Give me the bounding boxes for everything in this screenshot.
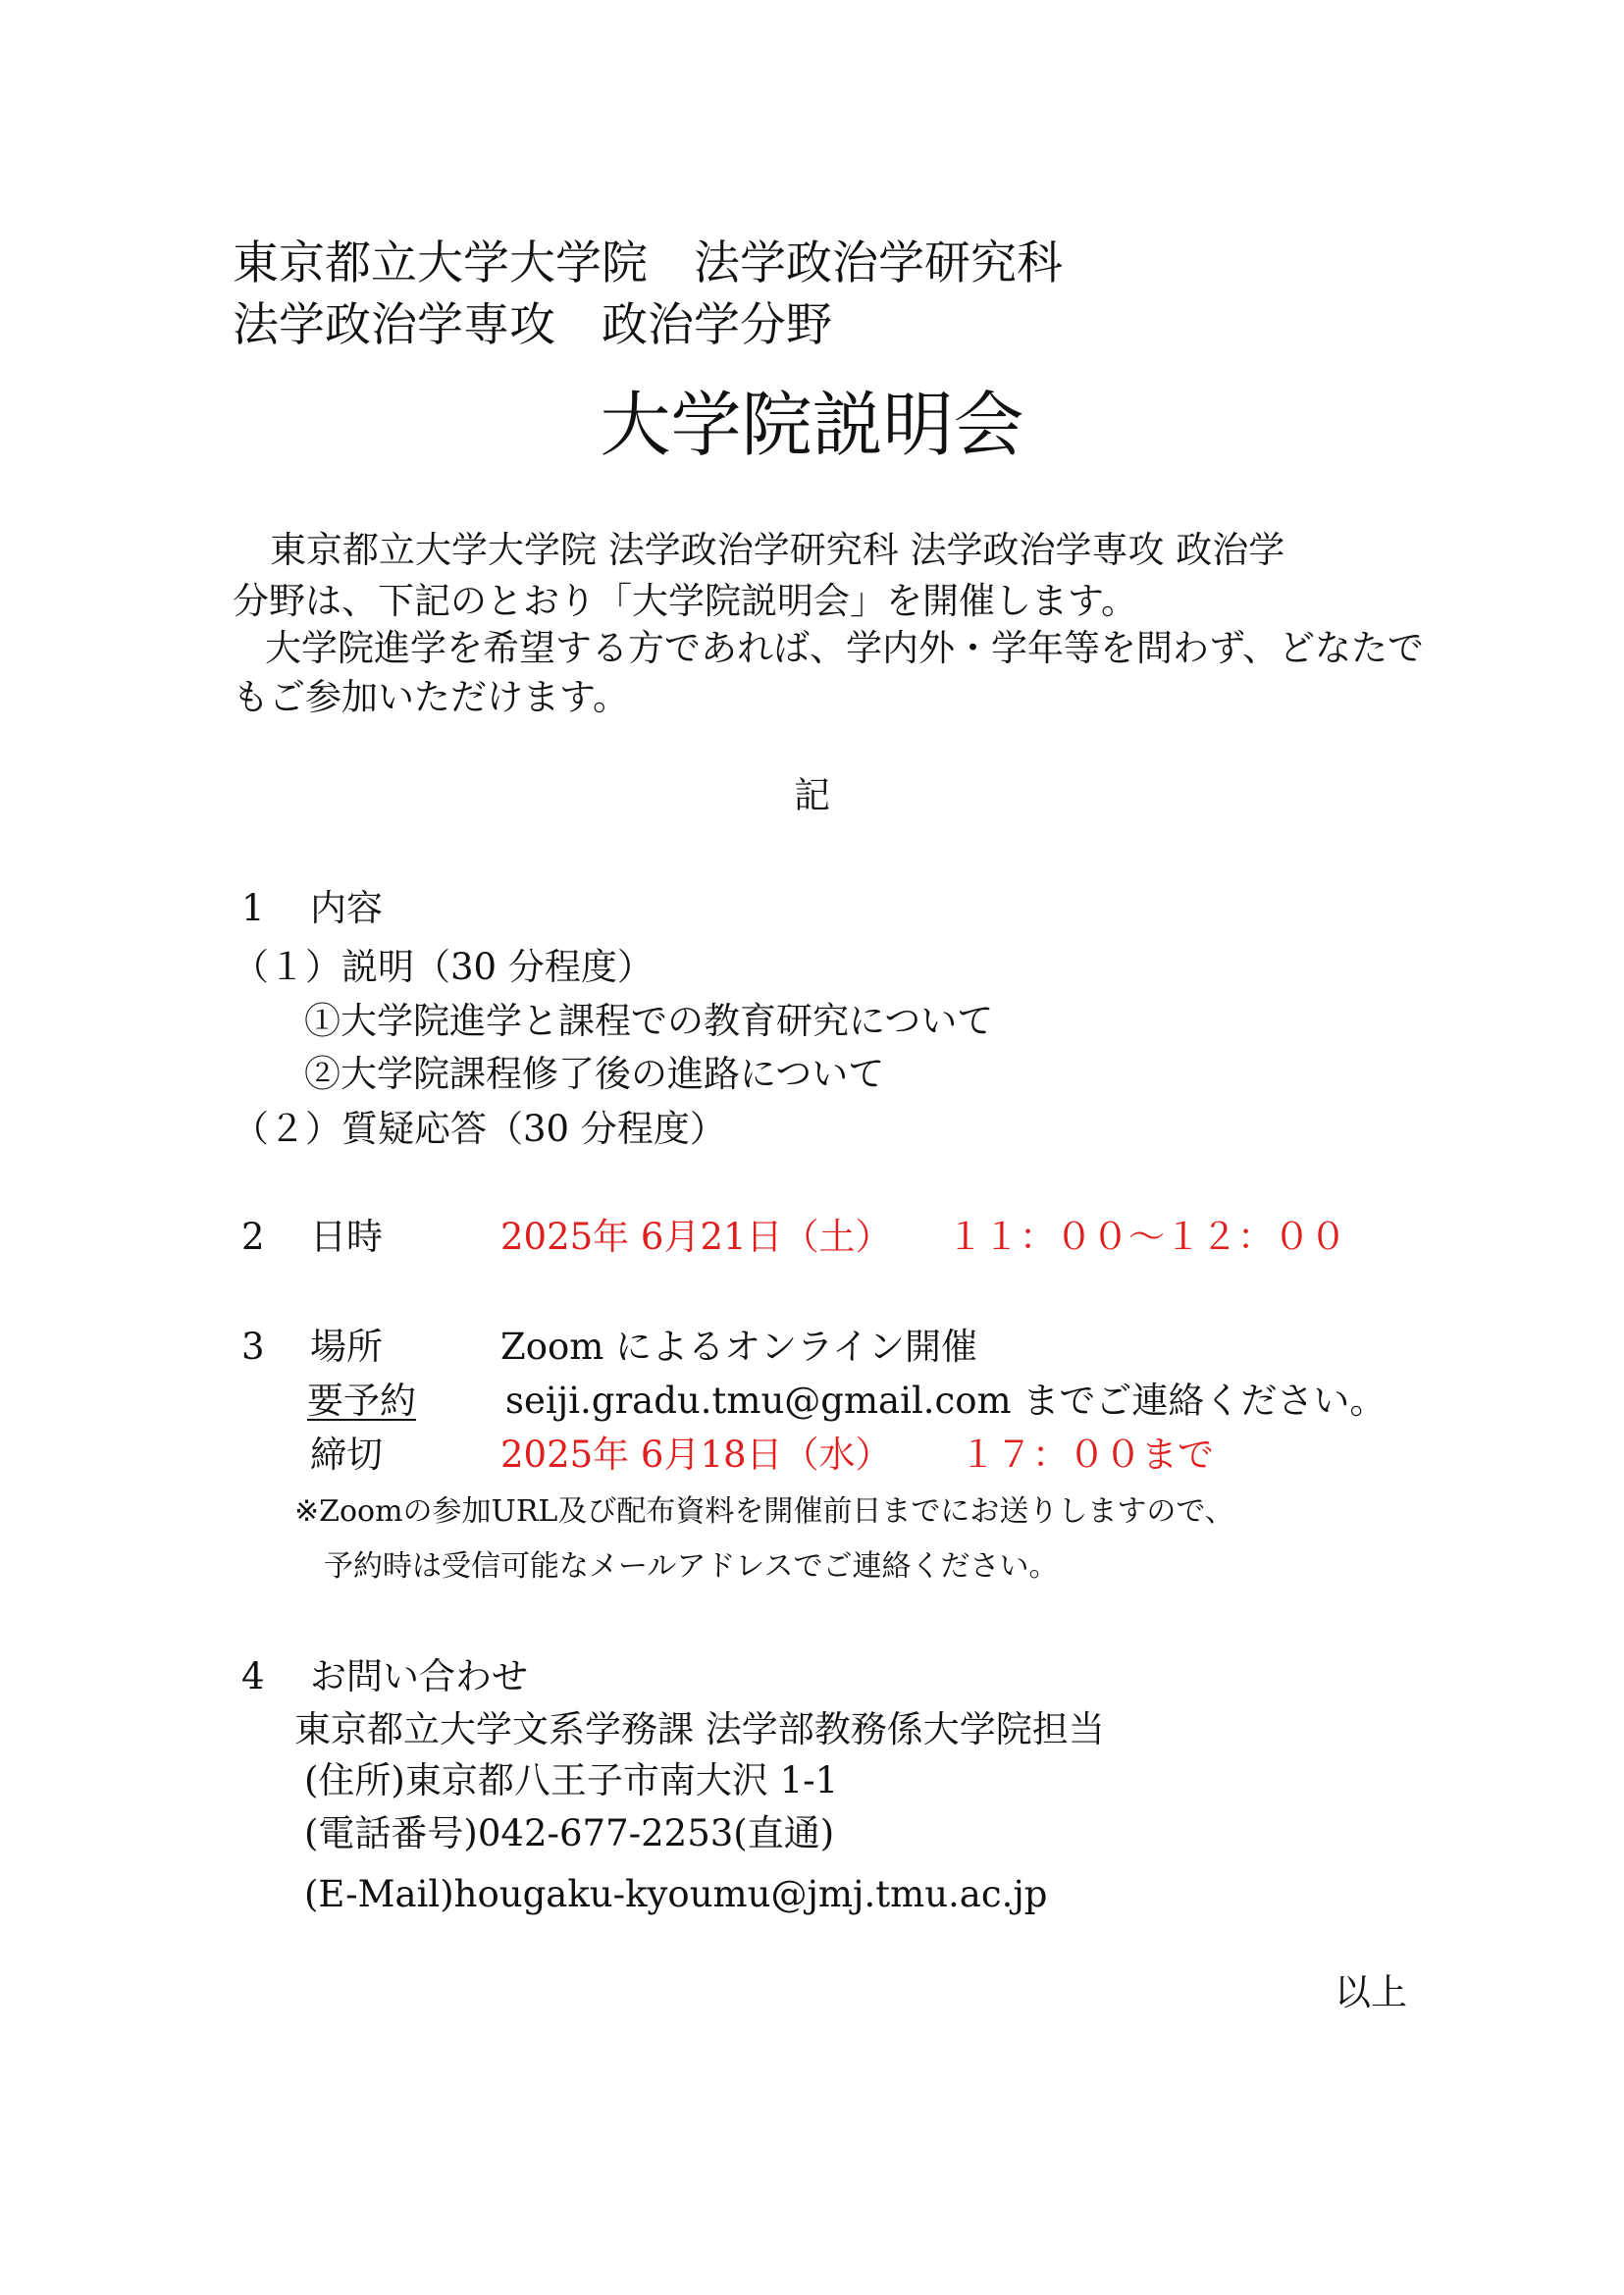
event-time: １１：００～１２：００ xyxy=(947,1216,1346,1258)
deadline-time: １７：００まで xyxy=(960,1434,1214,1476)
page-title: 大学院説明会 xyxy=(600,384,1024,466)
contact-address: (住所)東京都八王子市南大沢 1-1 xyxy=(304,1759,839,1801)
contact-email[interactable]: (E-Mail)hougaku-kyoumu@jmj.tmu.ac.jp xyxy=(304,1873,1048,1915)
note-line-1: ※Zoomの参加URL及び配布資料を開催前日までにお送りしますので、 xyxy=(294,1494,1234,1529)
reservation-email[interactable]: seiji.gradu.tmu@gmail.com までご連絡ください。 xyxy=(505,1380,1387,1422)
section1-item1: （１）説明（30 分程度） xyxy=(233,946,654,988)
deadline-label: 締切 xyxy=(310,1434,383,1476)
intro-p2-line2: もご参加いただけます。 xyxy=(233,676,630,718)
section4-number: 4 xyxy=(241,1655,265,1697)
section1-heading: 内容 xyxy=(310,887,383,929)
section1-item1-sub2: ②大学院課程修了後の進路について xyxy=(304,1053,885,1095)
section4-heading: お問い合わせ xyxy=(310,1655,528,1697)
event-place: Zoom によるオンライン開催 xyxy=(500,1326,977,1368)
intro-p1-line2: 分野は、下記のとおり「大学院説明会」を開催します。 xyxy=(233,580,1138,622)
intro-p1-line1: 東京都立大学大学院 法学政治学研究科 法学政治学専攻 政治学 xyxy=(270,529,1285,571)
intro-p2-line1: 大学院進学を希望する方であれば、学内外・学年等を問わず、どなたで xyxy=(265,627,1425,669)
contact-org: 東京都立大学文系学務課 法学部教務係大学院担当 xyxy=(294,1708,1105,1750)
header-line-1: 東京都立大学大学院 法学政治学研究科 xyxy=(233,236,1063,290)
event-date: 2025年 6月21日（土） xyxy=(500,1216,892,1258)
section3-number: 3 xyxy=(241,1326,265,1368)
section1-number: 1 xyxy=(241,887,265,929)
deadline-date: 2025年 6月18日（水） xyxy=(500,1434,892,1476)
contact-phone: (電話番号)042-677-2253(直通) xyxy=(304,1812,835,1854)
section3-heading: 場所 xyxy=(310,1326,383,1368)
section1-item2: （２）質疑応答（30 分程度） xyxy=(233,1108,726,1150)
reservation-label: 要予約 xyxy=(307,1380,416,1422)
section1-item1-sub1: ①大学院進学と課程での教育研究について xyxy=(304,1000,994,1042)
note-line-2: 予約時は受信可能なメールアドレスでご連絡ください。 xyxy=(324,1549,1059,1584)
section2-heading: 日時 xyxy=(310,1216,383,1258)
section2-number: 2 xyxy=(241,1216,265,1258)
closing-mark: 以上 xyxy=(1335,1971,1407,2013)
ki-mark: 記 xyxy=(794,774,830,816)
header-line-2: 法学政治学専攻 政治学分野 xyxy=(233,298,832,352)
